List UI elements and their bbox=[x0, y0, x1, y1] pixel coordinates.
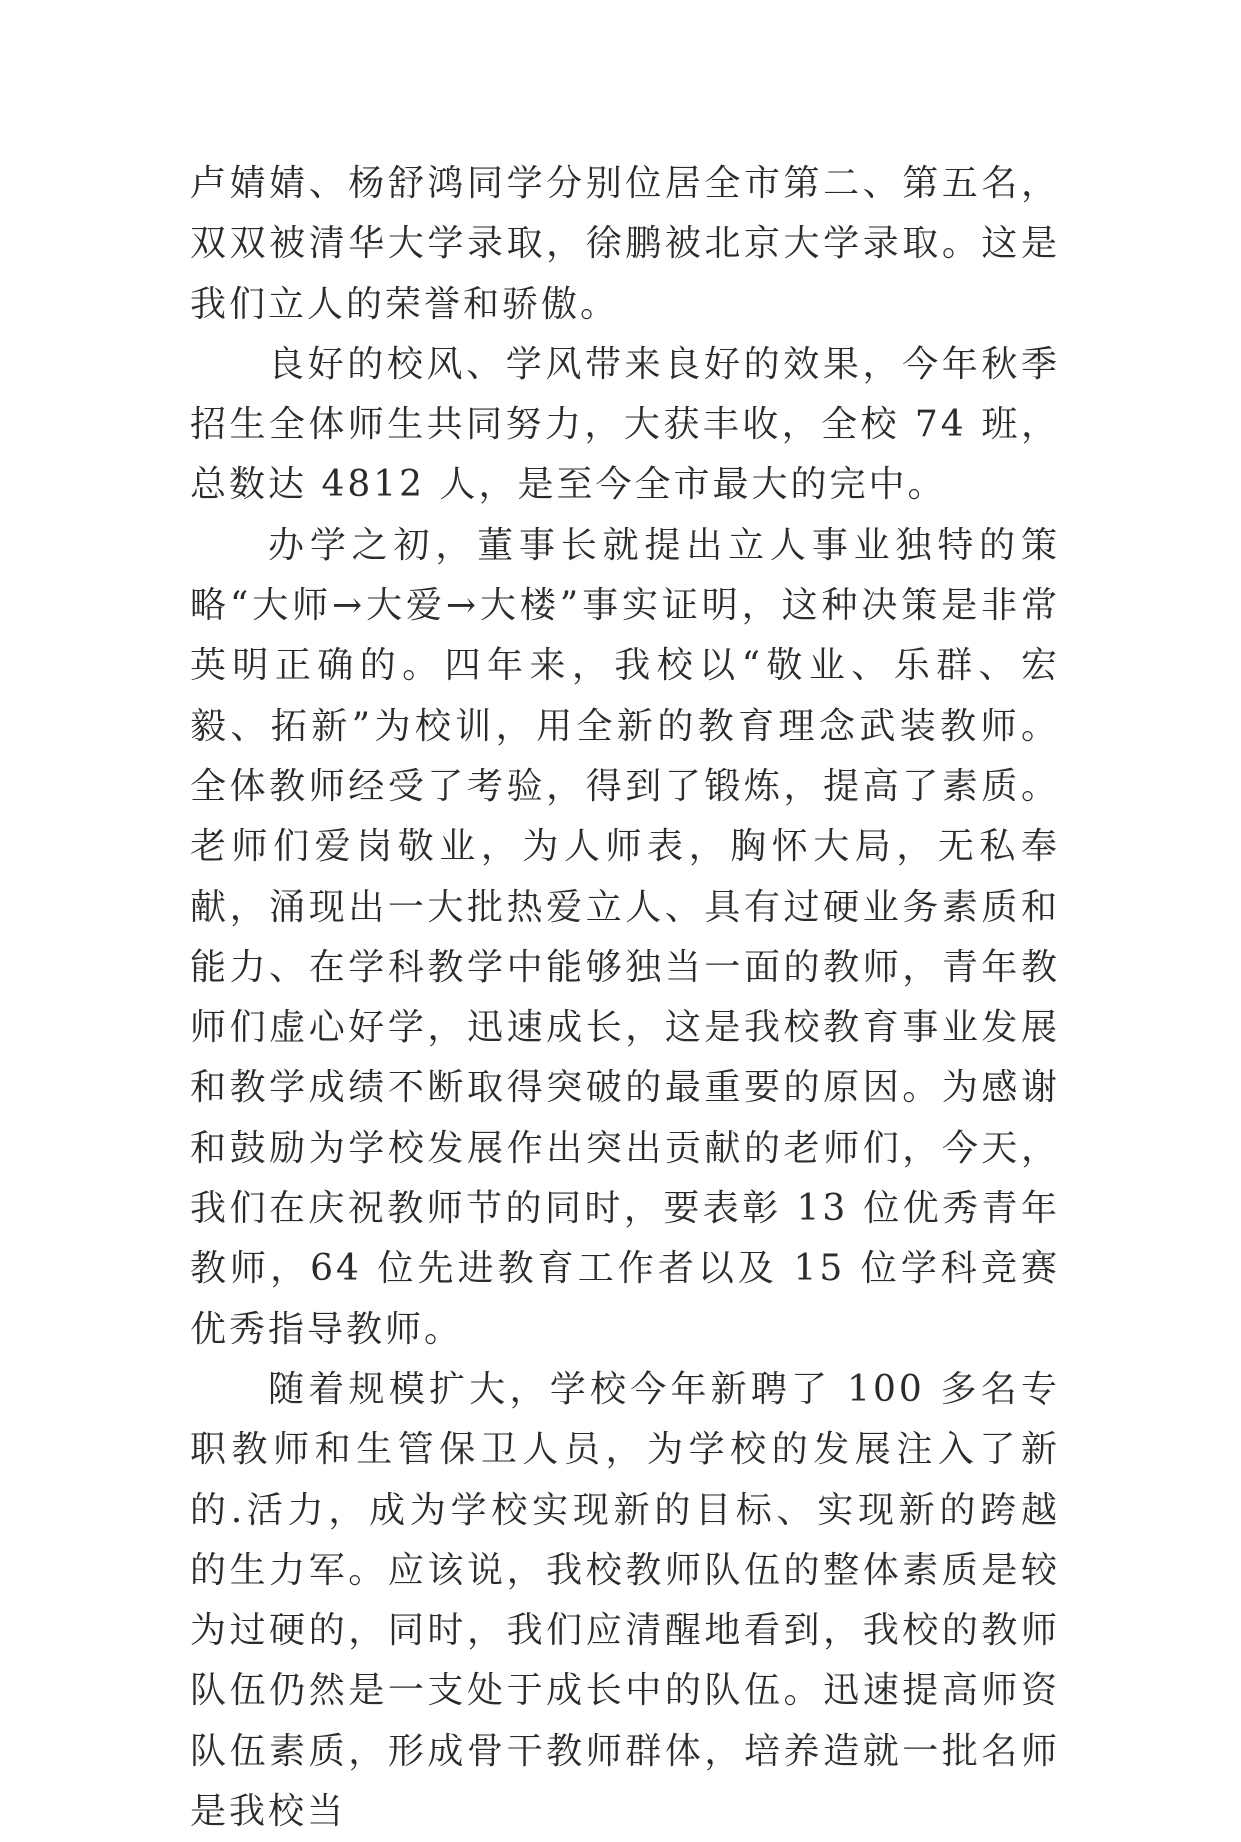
paragraph-3: 办学之初，董事长就提出立人事业独特的策略“大师→大爱→大楼”事实证明，这种决策是非常英明正确的。四年来，我校以“敬业、乐群、宏毅、拓新”为校训，用全新的教育理念武装教师。全体教师经受了考验，得到了锻炼，提高了素质。老师们爱岗敬业，为人师表，胸怀大局，无私奉献，涌现出一大批热爱立人、具有过硬业务素质和能力、在学科教学中能够独当一面的教师，青年教师们虚心好学，迅速成长，这是我校教育事业发展和教学成绩不断取得突破的最重要的原因。为感谢和鼓励为学校发展作出突出贡献的老师们，今天，我们在庆祝教师节的同时，要表彰 13 位优秀青年教师，64 位先进教育工作者以及 15 位学科竞赛优秀指导教师。 bbox=[190, 524, 1060, 1350]
paragraph-1: 卢婧婧、杨舒鸿同学分别位居全市第二、第五名，双双被清华大学录取，徐鹏被北京大学录取。这是我们立人的荣誉和骄傲。 bbox=[190, 163, 1060, 325]
document-body bbox=[190, 154, 1060, 1842]
paragraph-4: 随着规模扩大，学校今年新聘了 100 多名专职教师和生管保卫人员，为学校的发展注入了新的.活力，成为学校实现新的目标、实现新的跨越的生力军。应该说，我校教师队伍的整体素质是较为过硬的，同时，我们应清醒地看到，我校的教师队伍仍然是一支处于成长中的队伍。迅速提高师资队伍素质，形成骨干教师群体，培养造就一批名师是我校当 bbox=[190, 1368, 1060, 1833]
paragraph-2: 良好的校风、学风带来良好的效果，今年秋季招生全体师生共同努力，大获丰收，全校 74 班，总数达 4812 人，是至今全市最大的完中。 bbox=[190, 343, 1060, 506]
